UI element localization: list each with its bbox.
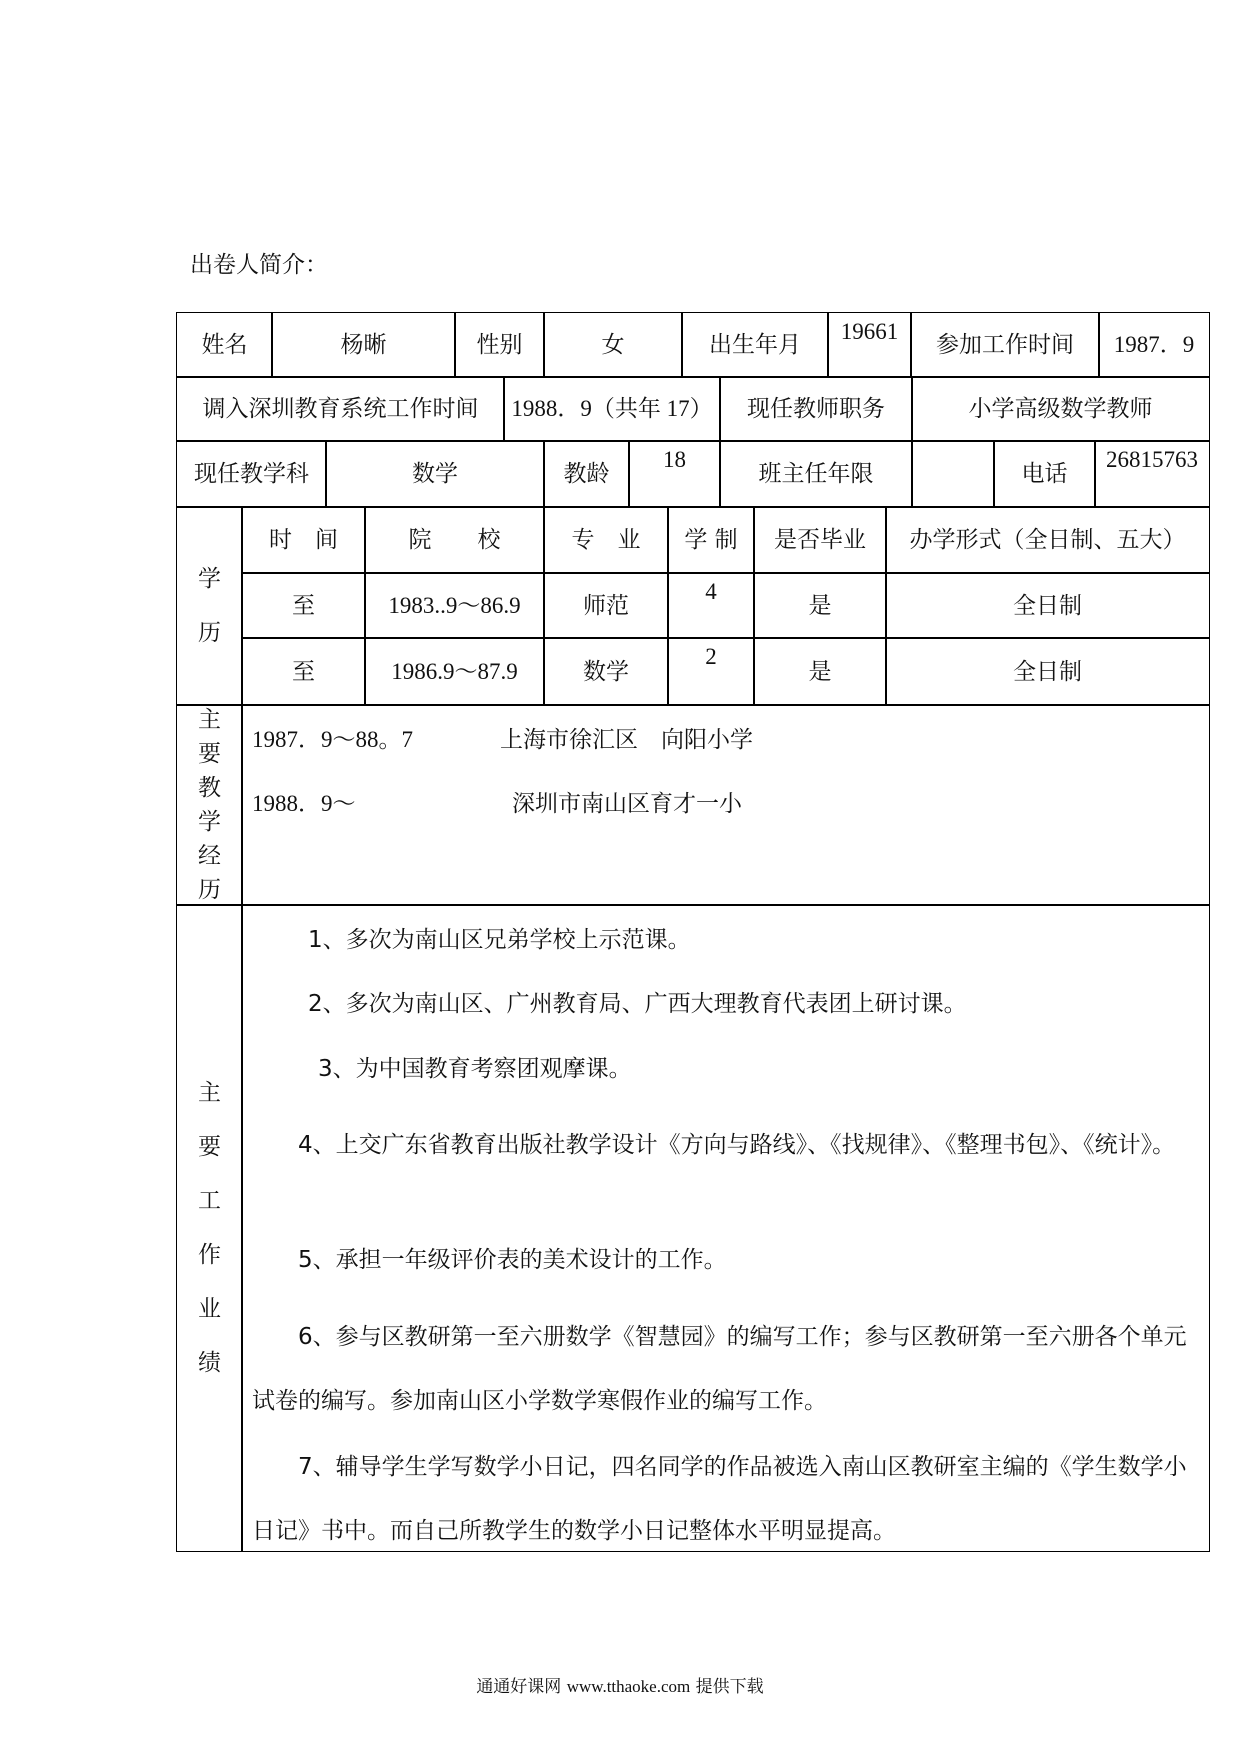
- footer-site: 通通好课网: [476, 1677, 562, 1697]
- edu-row-1-time: 至: [241, 572, 366, 639]
- edu-row-2-form: 全日制: [885, 637, 1210, 706]
- transfer-label: 调入深圳教育系统工作时间: [176, 376, 505, 442]
- achievement-2: 2、多次为南山区、广州教育局、广西大理教育代表团上研讨课。: [308, 991, 967, 1017]
- achievement-7: 7、辅导学生学写数学小日记，四名同学的作品被选入南山区教研室主编的《学生数学小日记》书中。而自己所教学生的数学小日记整体水平明显提高。: [252, 1454, 1187, 1544]
- achievement-1: 1、多次为南山区兄弟学校上示范课。: [308, 927, 691, 953]
- achievement-3: 3、为中国教育考察团观摩课。: [318, 1056, 632, 1082]
- homeroom-years-label: 班主任年限: [719, 440, 913, 508]
- edu-row-2-school: 1986.9～87.9: [364, 637, 545, 706]
- teaching-experience-content: [241, 704, 1210, 906]
- footer-suffix: 提供下载: [695, 1677, 764, 1697]
- achievements-content: [241, 904, 1210, 1552]
- birth-label: 出生年月: [681, 312, 829, 378]
- edu-row-1-school: 1983..9～86.9: [364, 572, 545, 639]
- gender-label: 性别: [454, 312, 545, 378]
- position-label: 现任教师职务: [719, 376, 913, 442]
- edu-row-2-graduated: 是: [753, 637, 887, 706]
- edu-row-2-major: 数学: [543, 637, 669, 706]
- experience-2-place: 深圳市南山区育才一小: [512, 791, 742, 817]
- position-value: 小学高级数学教师: [911, 376, 1210, 442]
- experience-2-date: 1988．9～: [252, 791, 356, 816]
- phone-value: 26815763: [1094, 440, 1210, 508]
- edu-header-school: 院 校: [364, 506, 545, 574]
- work-start-label: 参加工作时间: [910, 312, 1100, 378]
- experience-1-date: 1987．9～88。7: [252, 727, 413, 752]
- achievement-6: 6、参与区教研第一至六册数学《智慧园》的编写工作；参与区教研第一至六册各个单元试卷的编写。参加南山区小学数学寒假作业的编写工作。: [252, 1324, 1187, 1414]
- edu-header-length: 学 制: [667, 506, 755, 574]
- page-footer: [0, 1676, 1240, 1698]
- homeroom-years-value: [911, 440, 995, 508]
- work-start-value: 1987．9: [1098, 312, 1210, 378]
- achievements-label: 主 要 工 作 业 绩: [176, 904, 243, 1552]
- page-heading: 出卷人简介：: [190, 252, 328, 278]
- edu-header-form: 办学形式（全日制、五大）: [885, 506, 1210, 574]
- achievement-5: 5、承担一年级评价表的美术设计的工作。: [298, 1247, 727, 1273]
- experience-1-place: 上海市徐汇区 向阳小学: [500, 727, 753, 753]
- edu-row-2-time: 至: [241, 637, 366, 706]
- edu-row-2-length: 2: [667, 637, 755, 706]
- name-label: 姓名: [176, 312, 273, 378]
- gender-value: 女: [543, 312, 683, 378]
- phone-label: 电话: [993, 440, 1096, 508]
- subject-label: 现任教学科: [176, 440, 327, 508]
- teaching-years-label: 教龄: [543, 440, 630, 508]
- achievement-4: 4、上交广东省教育出版社教学设计《方向与路线》、《找规律》、《整理书包》、《统计》。: [298, 1132, 1176, 1158]
- teaching-years-value: 18: [628, 440, 721, 508]
- edu-header-time: 时 间: [241, 506, 366, 574]
- edu-header-graduated: 是否毕业: [753, 506, 887, 574]
- edu-row-1-form: 全日制: [885, 572, 1210, 639]
- name-value: 杨晰: [271, 312, 456, 378]
- transfer-value: 1988．9（共年 17）: [503, 376, 721, 442]
- edu-row-1-length: 4: [667, 572, 755, 639]
- teaching-experience-label: 主 要 教 学 经 历: [176, 704, 243, 906]
- subject-value: 数学: [325, 440, 545, 508]
- edu-header-major: 专 业: [543, 506, 669, 574]
- edu-row-1-graduated: 是: [753, 572, 887, 639]
- education-label: 学 历: [176, 506, 243, 706]
- edu-row-1-major: 师范: [543, 572, 669, 639]
- birth-value: 19661: [827, 312, 912, 378]
- footer-url[interactable]: www.tthaoke.com: [566, 1677, 691, 1696]
